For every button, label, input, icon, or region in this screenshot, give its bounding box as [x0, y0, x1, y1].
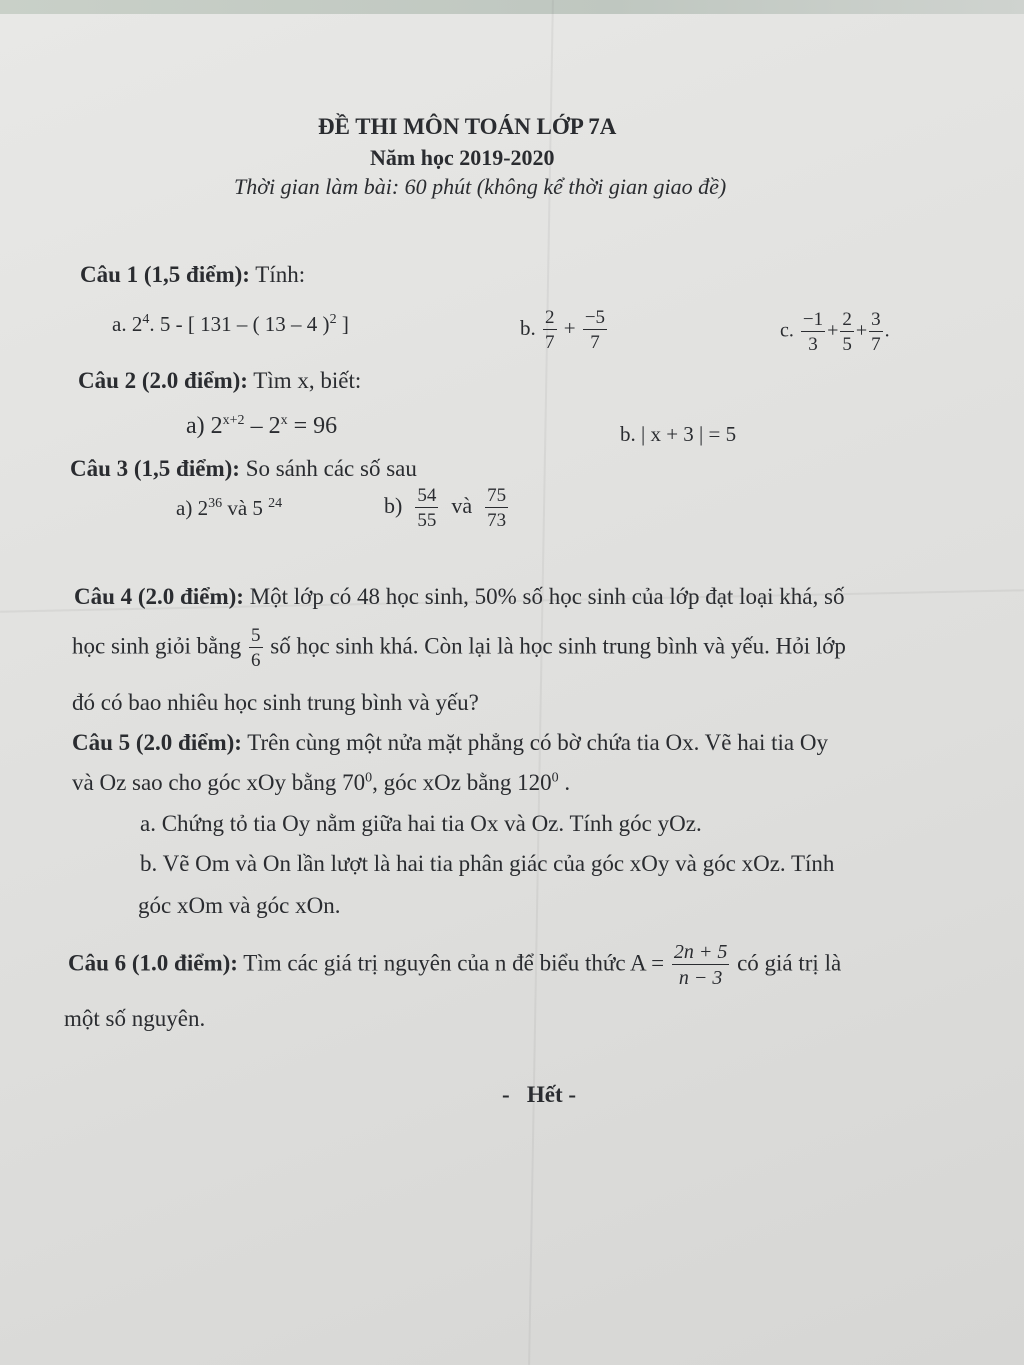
- numerator: 3: [871, 309, 881, 330]
- question-1-label: Câu 1 (1,5 điểm):: [80, 262, 250, 287]
- question-2a: [186, 413, 337, 440]
- degree-sign: 0: [551, 770, 559, 786]
- exponent: 2: [329, 312, 337, 327]
- question-6-line-2: một số nguyên.: [64, 1006, 206, 1031]
- question-4-text: số học sinh khá. Còn lại là học sinh trung bình và yếu. Hỏi lớp: [270, 633, 846, 659]
- question-1c: [780, 310, 890, 354]
- question-4-line-3: đó có bao nhiêu học sinh trung bình và yếu?: [72, 690, 479, 715]
- denominator: 5: [842, 334, 852, 355]
- time-limit: Thời gian làm bài: 60 phút (không kể thời gian giao đề): [234, 174, 727, 199]
- exponent: 4: [142, 312, 150, 327]
- power-base: 2: [131, 312, 143, 336]
- numerator: 2n + 5: [673, 941, 728, 963]
- power-base: 2: [210, 413, 223, 439]
- fraction: [485, 486, 508, 530]
- numerator: 2: [842, 309, 852, 330]
- question-6-text: Tìm các giá trị nguyên của n để biểu thức A =: [243, 950, 665, 976]
- operator: +: [563, 315, 576, 340]
- exam-title: ĐỀ THI MÔN TOÁN LỚP 7A: [318, 114, 617, 139]
- question-1-text: Tính:: [255, 262, 306, 287]
- school-year: Năm học 2019-2020: [370, 145, 555, 170]
- punctuation: .: [884, 319, 890, 342]
- question-4-text: Một lớp có 48 học sinh, 50% số học sinh của lớp đạt loại khá, số: [249, 584, 845, 609]
- exponent: x: [280, 413, 288, 428]
- degree-sign: 0: [365, 770, 373, 786]
- expression: – 2: [244, 413, 281, 439]
- exponent: 36: [208, 496, 223, 511]
- question-5b-line-2: góc xOm và góc xOn.: [138, 893, 341, 918]
- question-1-heading: [80, 262, 305, 288]
- fraction: [583, 308, 607, 352]
- question-5a: a. Chứng tỏ tia Oy nằm giữa hai tia Ox và Oz. Tính góc yOz.: [140, 811, 702, 836]
- background-edge: [0, 0, 1024, 14]
- connector: và: [451, 493, 473, 519]
- question-1a: [112, 312, 349, 337]
- denominator: 7: [871, 334, 881, 355]
- question-5-text: .: [558, 770, 571, 795]
- question-4-line-1: [74, 584, 844, 610]
- operator: +: [855, 319, 868, 342]
- question-5b-line-1: b. Vẽ Om và On lần lượt là hai tia phân giác của góc xOy và góc xOz. Tính: [140, 851, 835, 876]
- item-prefix: c.: [780, 319, 794, 342]
- denominator: 7: [545, 332, 555, 353]
- fraction: [869, 310, 883, 354]
- denominator: 6: [251, 650, 261, 671]
- item-prefix: b): [384, 493, 403, 519]
- question-2-heading: [78, 368, 361, 394]
- question-4-line-2: [72, 626, 846, 670]
- question-6-line-1: [68, 942, 841, 988]
- question-3-text: So sánh các số sau: [245, 456, 417, 481]
- question-1b: [520, 308, 609, 352]
- question-5-label: Câu 5 (2.0 điểm):: [72, 730, 242, 755]
- numerator: 54: [417, 485, 437, 506]
- question-6-label: Câu 6 (1.0 điểm):: [68, 950, 238, 976]
- denominator: 55: [417, 510, 437, 531]
- question-6-text: có giá trị là: [737, 950, 842, 976]
- expression: = 96: [287, 413, 338, 439]
- fraction: [840, 310, 854, 354]
- numerator: −1: [802, 309, 824, 330]
- question-3-heading: [70, 456, 417, 482]
- fraction: [249, 626, 263, 670]
- question-5-line-1: [72, 730, 828, 756]
- end-marker: - Hết -: [502, 1082, 577, 1107]
- expression: . 5 - [ 131 – ( 13 – 4 ): [149, 312, 330, 336]
- operator: +: [827, 319, 839, 342]
- denominator: 3: [808, 334, 818, 355]
- item-prefix: b.: [520, 315, 536, 340]
- fraction: [672, 942, 730, 988]
- fraction: [415, 486, 438, 530]
- numerator: −5: [584, 307, 606, 328]
- question-4-label: Câu 4 (2.0 điểm):: [74, 584, 244, 609]
- expression: ]: [336, 312, 349, 336]
- paper-crease: [528, 0, 554, 1365]
- question-5-text: và Oz sao cho góc xOy bằng 70: [72, 770, 366, 795]
- question-5-text: , góc xOz bằng 120: [372, 770, 552, 795]
- denominator: n − 3: [678, 967, 723, 989]
- numerator: 2: [545, 307, 555, 328]
- expression: và 5: [222, 496, 269, 520]
- question-3b: [384, 486, 510, 530]
- question-3a: [176, 496, 282, 521]
- question-3-label: Câu 3 (1,5 điểm):: [70, 456, 240, 481]
- exponent: 24: [268, 496, 283, 511]
- numerator: 5: [251, 625, 261, 646]
- expression: a) 2: [176, 496, 209, 520]
- fraction: [801, 310, 825, 354]
- denominator: 7: [590, 332, 600, 353]
- question-5-text: Trên cùng một nửa mặt phẳng có bờ chứa tia Ox. Vẽ hai tia Oy: [247, 730, 828, 755]
- question-2b: b. | x + 3 | = 5: [620, 422, 737, 446]
- question-2-label: Câu 2 (2.0 điểm):: [78, 368, 248, 393]
- numerator: 75: [487, 485, 507, 506]
- item-prefix: a): [186, 413, 205, 439]
- question-2-text: Tìm x, biết:: [253, 368, 362, 393]
- item-prefix: a.: [112, 312, 127, 336]
- exponent: x+2: [222, 413, 245, 428]
- question-5-line-2: [72, 770, 570, 796]
- question-4-text: học sinh giỏi bằng: [72, 633, 242, 659]
- denominator: 73: [487, 510, 507, 531]
- fraction: [543, 308, 557, 352]
